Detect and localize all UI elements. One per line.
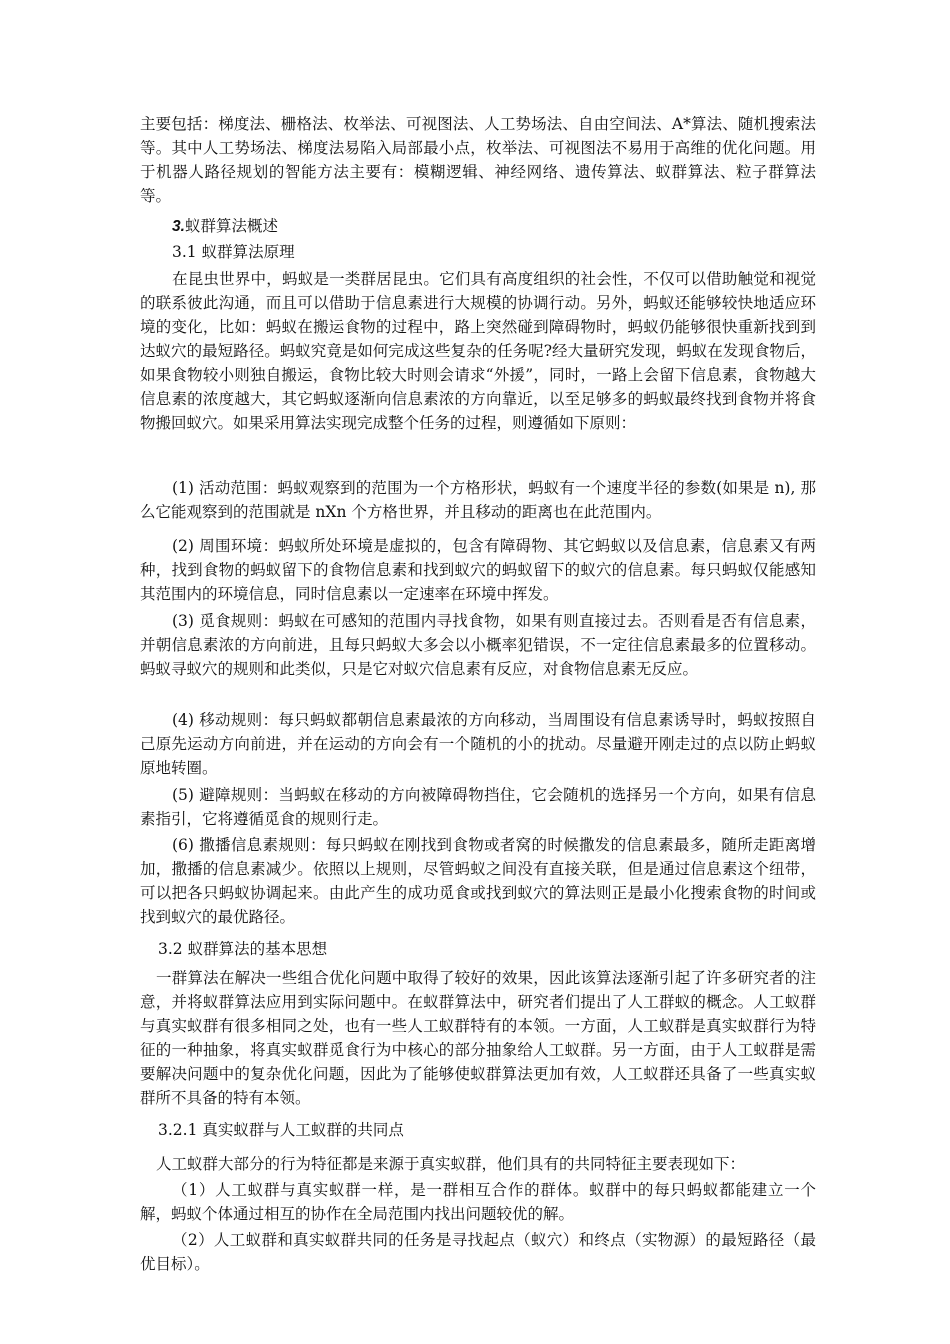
common-point-2-paragraph: （2）人工蚁群和真实蚁群共同的任务是寻找起点（蚁穴）和终点（实物源）的最短路径（最优目标）。	[140, 1231, 816, 1273]
intro-paragraph: 主要包括：梯度法、栅格法、枚举法、可视图法、人工势场法、自由空间法、A*算法、随机搜索法等。其中人工势场法、梯度法易陷入局部最小点，枚举法、可视图法不易用于高维的优化问题。用于机器人路径规划的智能方法主要有：模糊逻辑、神经网络、遗传算法、蚁群算法、粒子群算法等。	[140, 115, 816, 205]
section-3-2-heading: 3.2 蚁群算法的基本思想	[158, 940, 328, 958]
rule-4-paragraph: (4) 移动规则：每只蚂蚁都朝信息素最浓的方向移动，当周围设有信息素诱导时，蚂蚁按照自己原先运动方向前进，并在运动的方向会有一个随机的小的扰动。尽量避开刚走过的点以防止蚂蚁原地转圈。	[140, 711, 816, 777]
section-3-2-paragraph: 一群算法在解决一些组合优化问题中取得了较好的效果，因此该算法逐渐引起了许多研究者的注意，并将蚁群算法应用到实际问题中。在蚁群算法中，研究者们提出了人工群蚁的概念。人工蚁群与真实蚁群有很多相同之处，也有一些人工蚁群特有的本领。一方面，人工蚁群是真实蚁群行为特征的一种抽象，将真实蚁群觅食行为中核心的部分抽象给人工蚁群。另一方面，由于人工蚁群是需要解决问题中的复杂优化问题，因此为了能够使蚁群算法更加有效，人工蚁群还具备了一些真实蚁群所不具备的特有本领。	[140, 969, 816, 1107]
rule-6-paragraph: (6) 撒播信息素规则：每只蚂蚁在刚找到食物或者窝的时候撒发的信息素最多，随所走距离增加，撒播的信息素减少。依照以上规则，尽管蚂蚁之间没有直接关联，但是通过信息素这个纽带，可以把各只蚂蚁协调起来。由此产生的成功觅食或找到蚁穴的算法则正是最小化搜索食物的时间或找到蚁穴的最优路径。	[140, 836, 816, 926]
section-3-title: 蚁群算法概述	[184, 217, 278, 235]
rule-3-paragraph: (3) 觅食规则：蚂蚁在可感知的范围内寻找食物，如果有则直接过去。否则看是否有信息素，并朝信息素浓的方向前进，且每只蚂蚁大多会以小概率犯错误，不一定往信息素最多的位置移动。蚂蚁寻蚁穴的规则和此类似，只是它对蚁穴信息素有反应，对食物信息素无反应。	[140, 612, 816, 678]
section-3-1-paragraph: 在昆虫世界中，蚂蚁是一类群居昆虫。它们具有高度组织的社会性，不仅可以借助触觉和视觉的联系彼此沟通，而且可以借助于信息素进行大规模的协调行动。另外，蚂蚁还能够较快地适应环境的变化，比如：蚂蚁在搬运食物的过程中，路上突然碰到障碍物时，蚂蚁仍能够很快重新找到到达蚁穴的最短路径。蚂蚁究竟是如何完成这些复杂的任务呢?经大量研究发现，蚂蚁在发现食物后，如果食物较小则独自搬运，食物比较大时则会请求“外援”，同时，一路上会留下信息素，食物越大信息素的浓度越大，其它蚂蚁逐渐向信息素浓的方向靠近，以至足够多的蚂蚁最终找到食物并将食物搬回蚁穴。如果采用算法实现完成整个任务的过程，则遵循如下原则：	[140, 270, 816, 432]
section-3-number: 3.	[172, 218, 185, 235]
section-3-1-heading: 3.1 蚁群算法原理	[172, 243, 295, 261]
section-3-2-1-paragraph: 人工蚁群大部分的行为特征都是来源于真实蚁群，他们具有的共同特征主要表现如下：	[156, 1155, 746, 1173]
common-point-1-paragraph: （1）人工蚁群与真实蚁群一样，是一群相互合作的群体。蚁群中的每只蚂蚁都能建立一个解，蚂蚁个体通过相互的协作在全局范围内找出问题较优的解。	[140, 1181, 816, 1223]
rule-2-paragraph: (2) 周围环境：蚂蚁所处环境是虚拟的，包含有障碍物、其它蚂蚁以及信息素，信息素又有两种，找到食物的蚂蚁留下的食物信息素和找到蚁穴的蚂蚁留下的蚁穴的信息素。每只蚂蚁仅能感知其范围内的环境信息，同时信息素以一定速率在环境中挥发。	[140, 537, 816, 603]
rule-5-paragraph: (5) 避障规则：当蚂蚁在移动的方向被障碍物挡住，它会随机的选择另一个方向，如果有信息素指引，它将遵循觅食的规则行走。	[140, 786, 816, 828]
rule-1-paragraph: (1) 活动范围：蚂蚁观察到的范围为一个方格形状，蚂蚁有一个速度半径的参数(如果是 n), 那么它能观察到的范围就是 nXn 个方格世界，并且移动的距离也在此范围内。	[140, 479, 816, 521]
section-3-2-1-heading: 3.2.1 真实蚁群与人工蚁群的共同点	[158, 1121, 404, 1139]
section-3-heading	[172, 214, 278, 239]
